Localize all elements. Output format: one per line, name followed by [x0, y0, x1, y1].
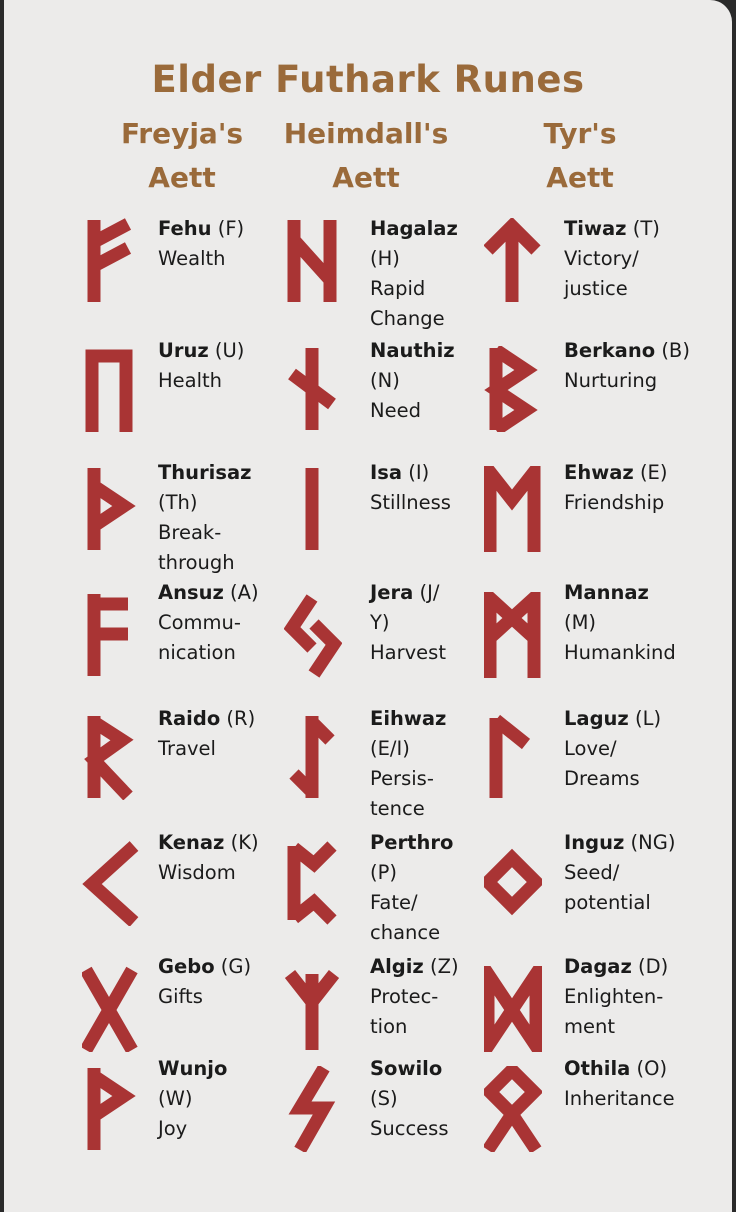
rune-name: Ehwaz: [564, 461, 634, 484]
rune-letter: (L): [634, 707, 662, 730]
rune-description: [370, 1054, 449, 1144]
rune-meaning-line: potential: [564, 891, 651, 914]
rune-meaning-line: Love/: [564, 737, 617, 760]
dagaz-icon: [484, 966, 542, 1052]
rune-name-line: [158, 704, 255, 734]
ansuz-icon: [82, 592, 140, 678]
algiz-icon: [284, 966, 342, 1052]
rune-name-line: [564, 578, 676, 608]
rune-description: [158, 336, 244, 396]
rune-name-line: [370, 336, 455, 366]
page-title: Elder Futhark Runes: [151, 58, 585, 101]
rune-meaning-line: through: [158, 551, 235, 574]
rune-meaning-line: Break-: [158, 521, 222, 544]
rune-meaning-line: Humankind: [564, 641, 676, 664]
rune-description: [158, 578, 259, 668]
nauthiz-icon: [284, 346, 342, 432]
rune-name-line: [564, 458, 667, 488]
rune-name: Hagalaz: [370, 217, 458, 240]
hagalaz-icon: [284, 218, 342, 304]
rune-meaning-line: Wealth: [158, 247, 226, 270]
fehu-icon: [82, 218, 140, 304]
rune-meaning-line: Wisdom: [158, 861, 236, 884]
rune-description: [370, 828, 453, 948]
rune-meaning-line: Victory/: [564, 247, 639, 270]
rune-meaning-line: tence: [370, 797, 425, 820]
raido-icon: [82, 714, 140, 800]
column-header-sub: Aett: [332, 161, 400, 194]
rune-name: Eihwaz: [370, 707, 447, 730]
rune-name-line: [158, 336, 244, 366]
rune-name-line: [564, 952, 668, 982]
rune-letter: (K): [230, 831, 259, 854]
rune-meaning-line: Friendship: [564, 491, 665, 514]
rune-letter: (R): [226, 707, 256, 730]
mannaz-icon: [484, 592, 542, 678]
tiwaz-icon: [484, 218, 542, 304]
rune-name-line: [564, 1054, 675, 1084]
rune-meaning-line: chance: [370, 921, 441, 944]
rune-name-line: [370, 952, 459, 982]
rune-meaning-line: Protec-: [370, 985, 439, 1008]
rune-description: [158, 704, 255, 764]
rune-meaning-line: Gifts: [158, 985, 203, 1008]
rune-meaning-line: Seed/: [564, 861, 620, 884]
rune-meaning-line: Stillness: [370, 491, 451, 514]
rune-description: [370, 578, 446, 668]
rune-card: [4, 0, 732, 1212]
rune-description: [370, 704, 446, 824]
rune-meaning-line: tion: [370, 1015, 408, 1038]
rune-name-line: [564, 704, 661, 734]
wunjo-icon: [82, 1066, 140, 1152]
rune-name-line: [370, 828, 453, 858]
rune-name-line: [370, 704, 446, 734]
rune-description: [370, 336, 455, 426]
rune-name: Kenaz: [158, 831, 225, 854]
rune-meaning-line: Health: [158, 369, 223, 392]
rune-description: [564, 214, 660, 304]
column-header-sub: Aett: [148, 161, 216, 194]
rune-letter: (T): [632, 217, 660, 240]
column-header-name: Heimdall's: [283, 117, 449, 150]
rune-name-line: [564, 214, 660, 244]
rune-meaning-line: Fate/: [370, 891, 418, 914]
rune-name: Ansuz: [158, 581, 224, 604]
rune-name-line: [158, 578, 259, 608]
perthro-icon: [284, 840, 342, 926]
rune-letter: (U): [214, 339, 245, 362]
column-header-heimdall: [266, 112, 466, 200]
rune-meaning-line: (P): [370, 861, 397, 884]
rune-description: [564, 828, 675, 918]
rune-name-line: [564, 336, 690, 366]
rune-name-line: [158, 214, 244, 244]
rune-name-line: [158, 828, 259, 858]
rune-name: Sowilo: [370, 1057, 443, 1080]
rune-meaning-line: Rapid: [370, 277, 426, 300]
rune-letter: (B): [661, 339, 690, 362]
rune-name-line: [370, 578, 446, 608]
thurisaz-icon: [82, 466, 140, 552]
rune-meaning-line: nication: [158, 641, 236, 664]
rune-meaning-line: Dreams: [564, 767, 640, 790]
rune-description: [370, 214, 458, 334]
rune-description: [564, 578, 676, 668]
rune-name-line: [158, 1054, 227, 1084]
rune-name-line: [370, 214, 458, 244]
rune-name-line: [370, 1054, 449, 1084]
rune-letter: (Z): [429, 955, 459, 978]
rune-letter: (J/: [419, 581, 440, 604]
uruz-icon: [82, 346, 140, 432]
isa-icon: [284, 466, 342, 552]
rune-meaning-line: Need: [370, 399, 421, 422]
rune-description: [370, 458, 451, 518]
rune-meaning-line: Enlighten-: [564, 985, 664, 1008]
rune-meaning-line: Harvest: [370, 641, 446, 664]
rune-name: Jera: [370, 581, 414, 604]
rune-description: [564, 704, 661, 794]
laguz-icon: [484, 714, 542, 800]
rune-name: Inguz: [564, 831, 625, 854]
rune-name: Fehu: [158, 217, 212, 240]
rune-letter: (I): [408, 461, 430, 484]
rune-meaning-line: (E/I): [370, 737, 410, 760]
rune-name: Raido: [158, 707, 221, 730]
kenaz-icon: [82, 840, 140, 926]
rune-meaning-line: Nurturing: [564, 369, 658, 392]
rune-name: Uruz: [158, 339, 209, 362]
column-header-tyr: [490, 112, 670, 200]
rune-meaning-line: Inheritance: [564, 1087, 675, 1110]
column-header-sub: Aett: [546, 161, 614, 194]
rune-name: Othila: [564, 1057, 631, 1080]
sowilo-icon: [284, 1066, 342, 1152]
rune-meaning-line: Travel: [158, 737, 216, 760]
rune-meaning-line: justice: [564, 277, 628, 300]
rune-letter: (A): [230, 581, 259, 604]
othila-icon: [484, 1066, 542, 1152]
rune-meaning-line: Joy: [158, 1117, 188, 1140]
rune-name: Mannaz: [564, 581, 649, 604]
column-header-name: Tyr's: [543, 117, 617, 150]
rune-description: [158, 952, 251, 1012]
rune-meaning-line: (H): [370, 247, 400, 270]
rune-name-line: [158, 458, 251, 488]
rune-meaning-line: ment: [564, 1015, 615, 1038]
rune-name-line: [158, 952, 251, 982]
rune-letter: (E): [639, 461, 668, 484]
rune-description: [370, 952, 459, 1042]
rune-description: [564, 336, 690, 396]
rune-meaning-line: (Th): [158, 491, 198, 514]
rune-meaning-line: Change: [370, 307, 445, 330]
rune-name: Nauthiz: [370, 339, 455, 362]
rune-name: Thurisaz: [158, 461, 252, 484]
column-header-name: Freyja's: [120, 117, 244, 150]
rune-meaning-line: Commu-: [158, 611, 241, 634]
rune-name: Laguz: [564, 707, 629, 730]
rune-name: Algiz: [370, 955, 424, 978]
rune-description: [158, 828, 259, 888]
ehwaz-icon: [484, 466, 542, 552]
rune-letter: (D): [638, 955, 669, 978]
rune-description: [158, 458, 251, 578]
rune-meaning-line: Success: [370, 1117, 449, 1140]
rune-description: [564, 952, 668, 1042]
rune-meaning-line: (N): [370, 369, 400, 392]
rune-name: Isa: [370, 461, 403, 484]
rune-description: [158, 214, 244, 274]
rune-meaning-line: Y): [370, 611, 390, 634]
rune-letter: (F): [217, 217, 245, 240]
rune-name: Berkano: [564, 339, 656, 362]
rune-meaning-line: (M): [564, 611, 597, 634]
rune-description: [158, 1054, 227, 1144]
rune-letter: (NG): [630, 831, 676, 854]
jera-icon: [284, 592, 342, 678]
rune-name-line: [370, 458, 451, 488]
rune-name: Dagaz: [564, 955, 632, 978]
inguz-icon: [484, 840, 542, 926]
rune-meaning-line: (S): [370, 1087, 398, 1110]
rune-description: [564, 1054, 675, 1114]
rune-meaning-line: (W): [158, 1087, 193, 1110]
rune-name: Tiwaz: [564, 217, 627, 240]
rune-name: Gebo: [158, 955, 215, 978]
rune-name-line: [564, 828, 675, 858]
rune-name: Perthro: [370, 831, 454, 854]
column-header-freyja: [92, 112, 272, 200]
eihwaz-icon: [284, 714, 342, 800]
rune-description: [564, 458, 667, 518]
rune-letter: (O): [636, 1057, 668, 1080]
rune-meaning-line: Persis-: [370, 767, 434, 790]
berkano-icon: [484, 346, 542, 432]
gebo-icon: [82, 966, 140, 1052]
rune-letter: (G): [220, 955, 252, 978]
rune-name: Wunjo: [158, 1057, 228, 1080]
